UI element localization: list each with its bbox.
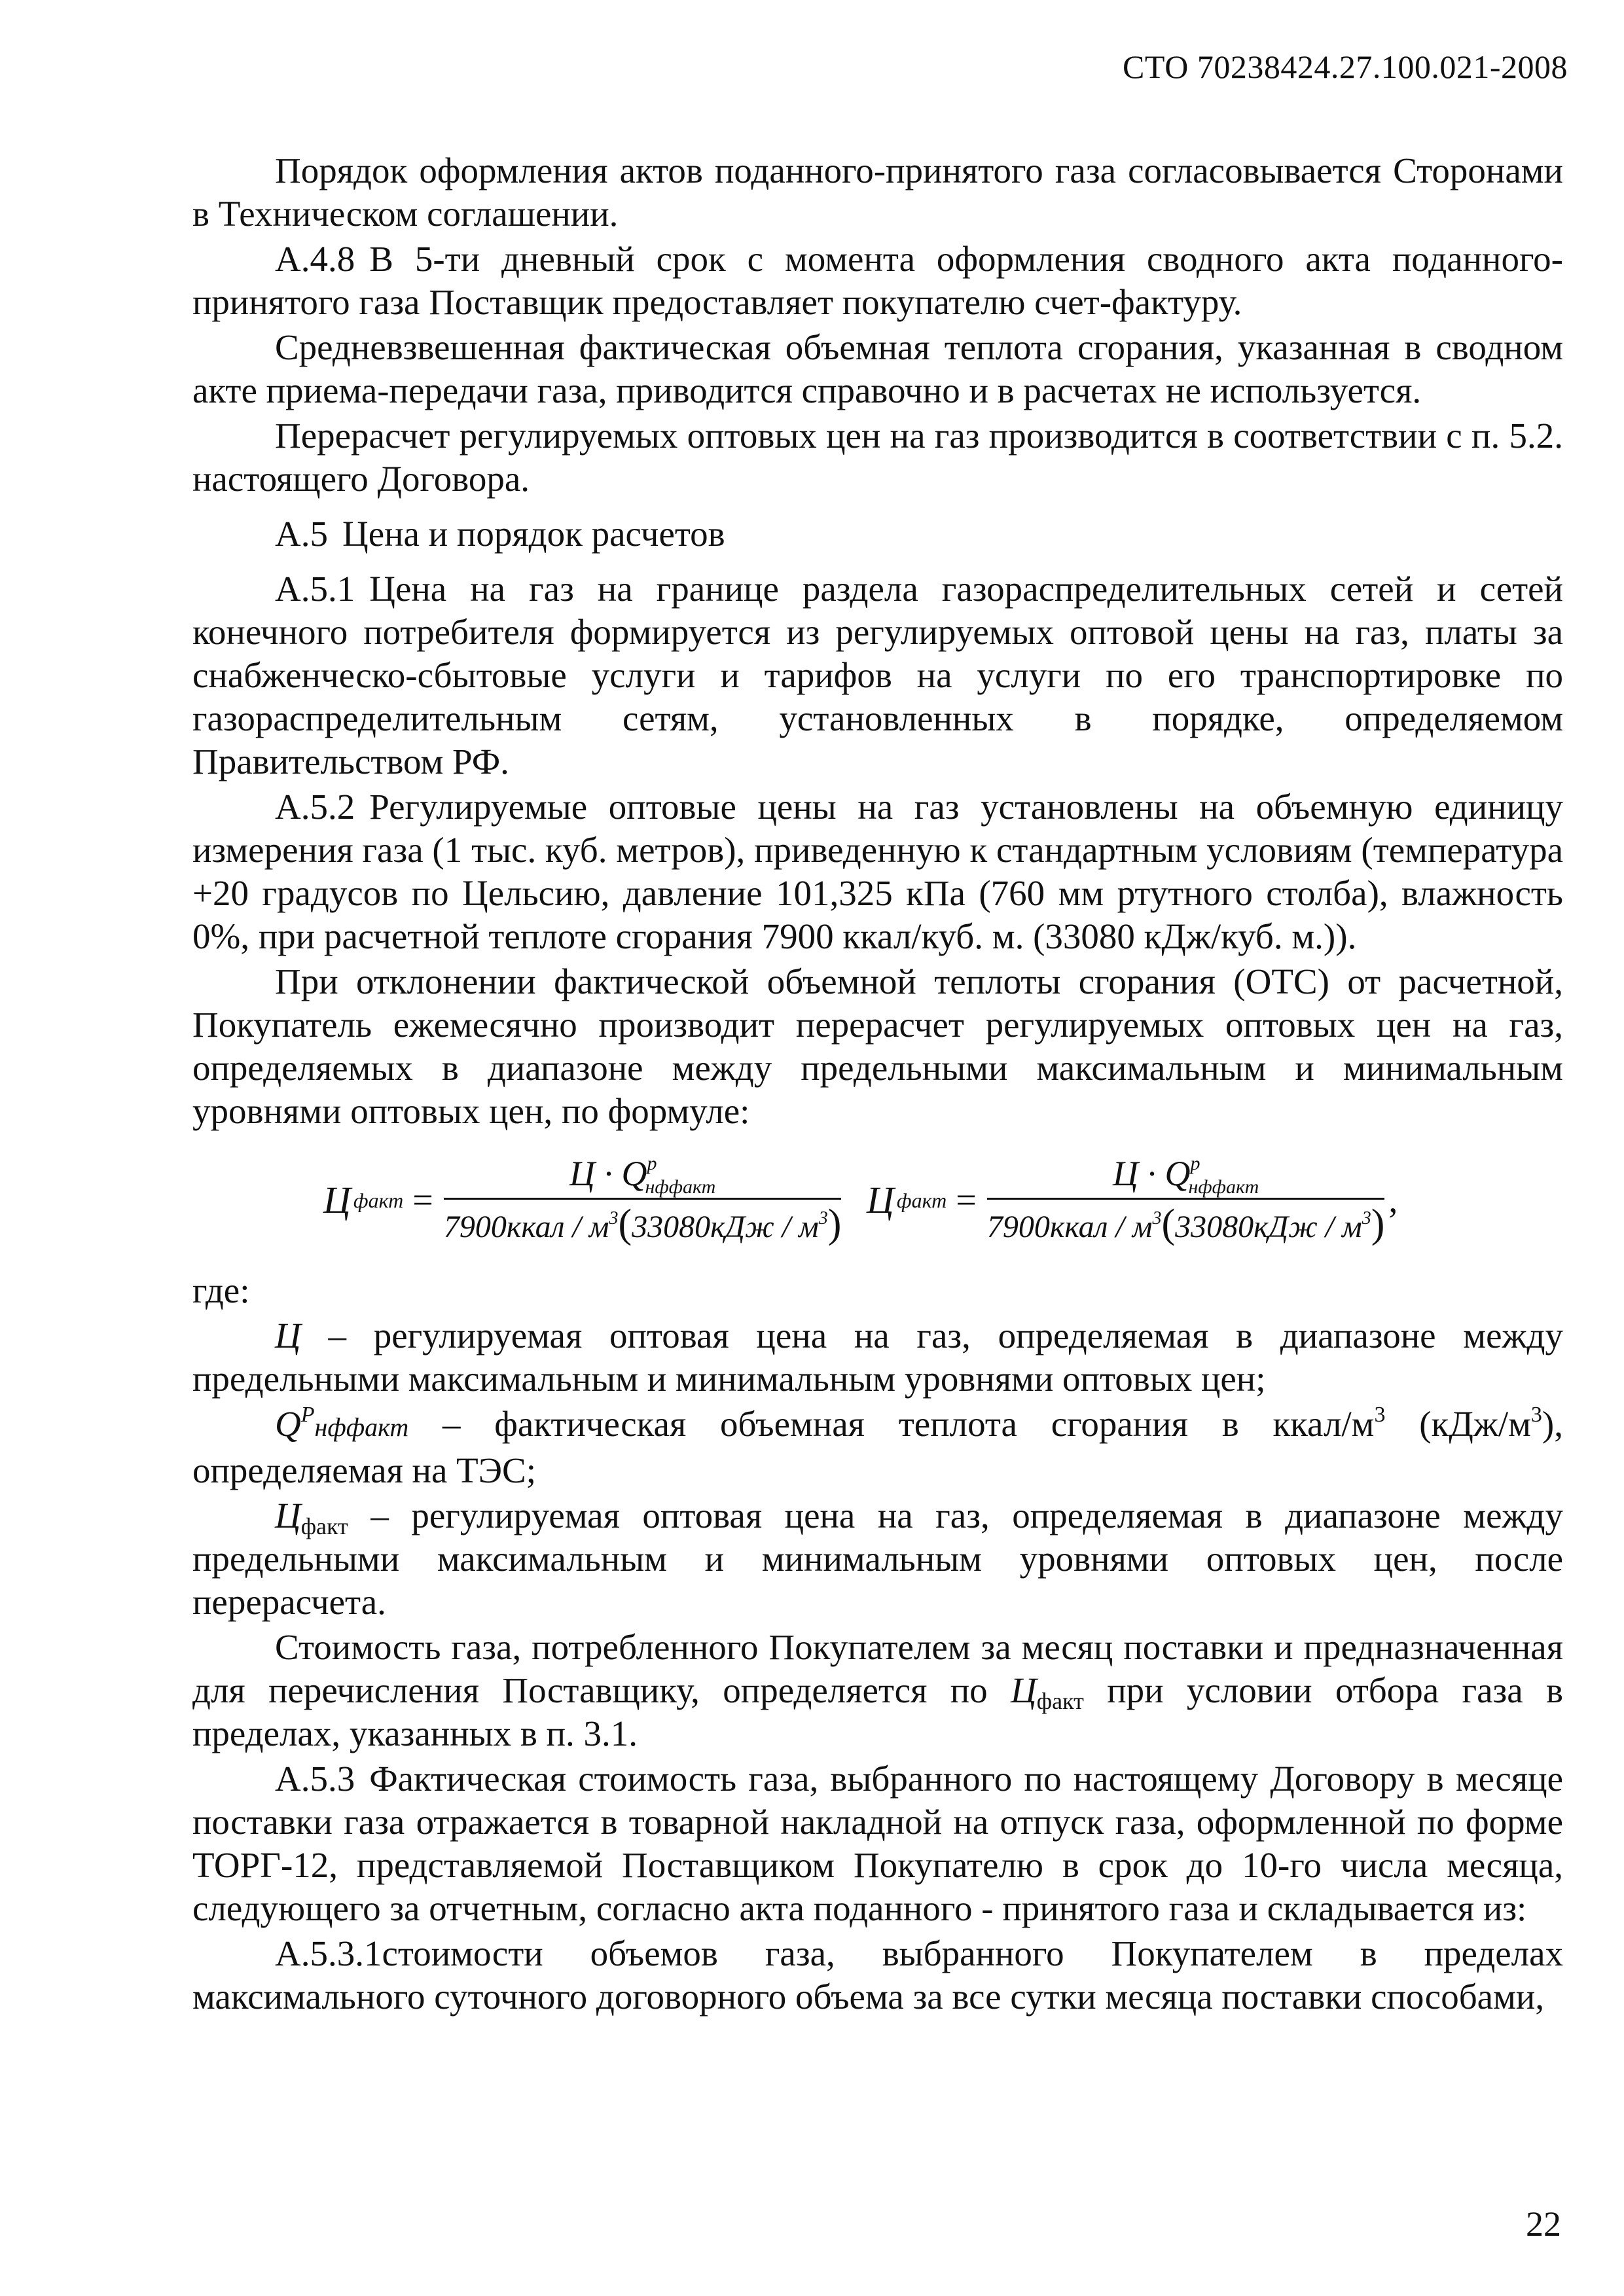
definition-text: – фактическая объемная теплота сгорания в ккал/м — [408, 1404, 1375, 1444]
paragraph-text: Перерасчет регулируемых оптовых цен на газ производится в соответствии с п. 5.2. настоящего Договора. — [192, 416, 1563, 499]
inline-subscript: факт — [1036, 1688, 1084, 1714]
clause-a-5-3 — [192, 1757, 1563, 1930]
formula-superscript: p — [1190, 1153, 1200, 1174]
paragraph-text: Стоимость газа, потребленного Покупателем за месяц поставки и предназначенная для перечисления Поставщику, определяется по — [192, 1627, 1563, 1710]
definition-superscript: P — [300, 1403, 315, 1427]
formula-denominator — [987, 1200, 1385, 1249]
definition-text: – регулируемая оптовая цена на газ, определяемая в диапазоне между предельными максимальным и минимальным уровнями оптовых цен, после перерасчета. — [192, 1496, 1563, 1622]
clause-text: Регулируемые оптовые цены на газ установлены на объемную единицу измерения газа (1 тыс. куб. метров), приведенную к стандартным условиям (температура +20 градусов по Цельсию, давление 101,325 кПа (760 мм ртутного столба), влажность 0%, при расчетной теплоте сгорания 7900 ккал/куб. м. (33080 кДж/куб. м.)). — [192, 787, 1563, 956]
formula-superscript: 3 — [609, 1208, 619, 1229]
document-body — [192, 149, 1563, 2020]
formula-paren: ( — [1161, 1202, 1176, 1246]
formula-superscript: 3 — [1152, 1208, 1162, 1229]
clause-a-5-1 — [192, 567, 1563, 783]
formula-subscript: нффакт — [1188, 1176, 1259, 1198]
formula-superscript: 3 — [818, 1208, 828, 1229]
formula-fraction — [444, 1152, 842, 1249]
clause-text: В 5-ти дневный срок с момента оформления сводного акта поданного-принятого газа Поставщик предоставляет покупателю счет-фактуру. — [192, 239, 1563, 322]
definition-symbol: Q — [275, 1404, 301, 1444]
clause-number: А.5.2 — [275, 787, 355, 827]
formula-paren: ) — [827, 1202, 842, 1246]
formula-equals: = — [956, 1180, 977, 1221]
formula-instance — [867, 1138, 1398, 1263]
where-label — [192, 1269, 1563, 1312]
clause-text: Цена на газ на границе раздела газораспределительных сетей и сетей конечного потребителя формируется из регулируемых оптовой цены на газ, платы за снабженческо-сбытовые услуги и тарифов на услуги по его транспортировке по газораспределительным сетям, установленных в порядке, определяемом Правительством РФ. — [192, 569, 1563, 781]
definition-subscript: нффакт — [314, 1412, 409, 1442]
clause-text: стоимости объемов газа, выбранного Покупателем в пределах максимального суточного договорного объема за все сутки месяца поставки способами, — [192, 1933, 1563, 2017]
page-number: 22 — [1526, 2204, 1561, 2244]
paragraph-text: При отклонении фактической объемной теплоты сгорания (ОТС) от расчетной, Покупатель ежемесячно производит перерасчет регулируемых оптовых цен на газ, определяемых в диапазоне между предельными максимальным и минимальным уровнями оптовых цен, по формуле: — [192, 961, 1563, 1131]
formula-paren: ) — [1371, 1202, 1385, 1246]
formula-denominator-text: 7900ккал / м — [443, 1210, 609, 1244]
paragraph — [192, 414, 1563, 501]
clause-a-5-3-1 — [192, 1932, 1563, 2018]
formula-denominator-text: 33080кДж / м — [1175, 1210, 1362, 1244]
formula-paren: ( — [618, 1202, 632, 1246]
formula-numerator — [550, 1152, 735, 1198]
formula-fraction — [987, 1152, 1385, 1249]
formula-equals: = — [412, 1180, 433, 1221]
formula-numerator-text: Ц · Q — [569, 1154, 647, 1193]
definition-actual-price — [192, 1494, 1563, 1624]
paragraph — [192, 149, 1563, 236]
paragraph — [192, 960, 1563, 1133]
section-title: Цена и порядок расчетов — [342, 514, 725, 554]
definition-text: – регулируемая оптовая цена на газ, определяемая в диапазоне между предельными максимальным и минимальным уровнями оптовых цен; — [192, 1316, 1563, 1399]
formula-numerator-text: Ц · Q — [1112, 1154, 1191, 1193]
formula-symbol: Ц — [323, 1179, 351, 1221]
clause-number: А.5.3.1 — [275, 1933, 382, 1973]
formula-lhs: Ц факт — [323, 1179, 404, 1221]
formula-subscript: нффакт — [645, 1176, 716, 1198]
clause-number: А.5.3 — [275, 1759, 355, 1799]
formula-symbol: Ц — [867, 1179, 894, 1221]
paragraph-text: при условии отбора газа в пределах, указанных в п. 3.1. — [192, 1670, 1563, 1753]
definition-heat-value — [192, 1403, 1563, 1492]
definition-superscript: 3 — [1374, 1403, 1386, 1427]
definition-symbol: Ц — [275, 1496, 301, 1535]
where-text: где: — [192, 1270, 250, 1310]
formula-denominator-text: 33080кДж / м — [632, 1210, 819, 1244]
formula-lhs: Ц факт — [867, 1179, 947, 1221]
formula-denominator — [444, 1200, 842, 1249]
section-number: А.5 — [275, 514, 328, 554]
clause-text: Фактическая стоимость газа, выбранного по настоящему Договору в месяце поставки газа отражается в товарной накладной на отпуск газа, оформленной по форме ТОРГ-12, представляемой Поставщиком Покупателю в срок до 10-го числа месяца, следующего за отчетным, согласно акта поданного - принятого газа и складывается из: — [192, 1759, 1563, 1928]
document-code-header: СТО 70238424.27.100.021-2008 — [1123, 48, 1568, 85]
definition-text: ), определяемая на ТЭС; — [192, 1404, 1563, 1490]
formula-superscript: p — [647, 1153, 657, 1174]
section-heading-a-5 — [192, 512, 1563, 556]
definition-symbol: Ц — [275, 1316, 301, 1355]
definition-superscript: 3 — [1530, 1403, 1542, 1427]
formula-denominator-text: 7900ккал / м — [986, 1210, 1153, 1244]
formula-superscript: 3 — [1362, 1208, 1371, 1229]
inline-symbol: Ц — [1011, 1670, 1037, 1710]
clause-number: А.4.8 — [275, 239, 355, 279]
formula-instance — [323, 1138, 841, 1263]
paragraph — [192, 326, 1563, 412]
definition-text: (кДж/м — [1385, 1404, 1531, 1444]
clause-a-5-2 — [192, 785, 1563, 958]
definition-price — [192, 1314, 1563, 1401]
price-formula — [192, 1138, 1563, 1263]
clause-a-4-8 — [192, 238, 1563, 324]
formula-comma: , — [1388, 1180, 1398, 1221]
paragraph-text: Средневзвешенная фактическая объемная теплота сгорания, указанная в сводном акте приема-передачи газа, приводится справочно и в расчетах не используется. — [192, 327, 1563, 410]
paragraph-text: Порядок оформления актов поданного-принятого газа согласовывается Сторонами в Техническом соглашении. — [192, 151, 1563, 234]
formula-numerator — [1093, 1152, 1278, 1198]
paragraph — [192, 1626, 1563, 1755]
clause-number: А.5.1 — [275, 569, 355, 609]
definition-subscript: факт — [300, 1513, 348, 1539]
